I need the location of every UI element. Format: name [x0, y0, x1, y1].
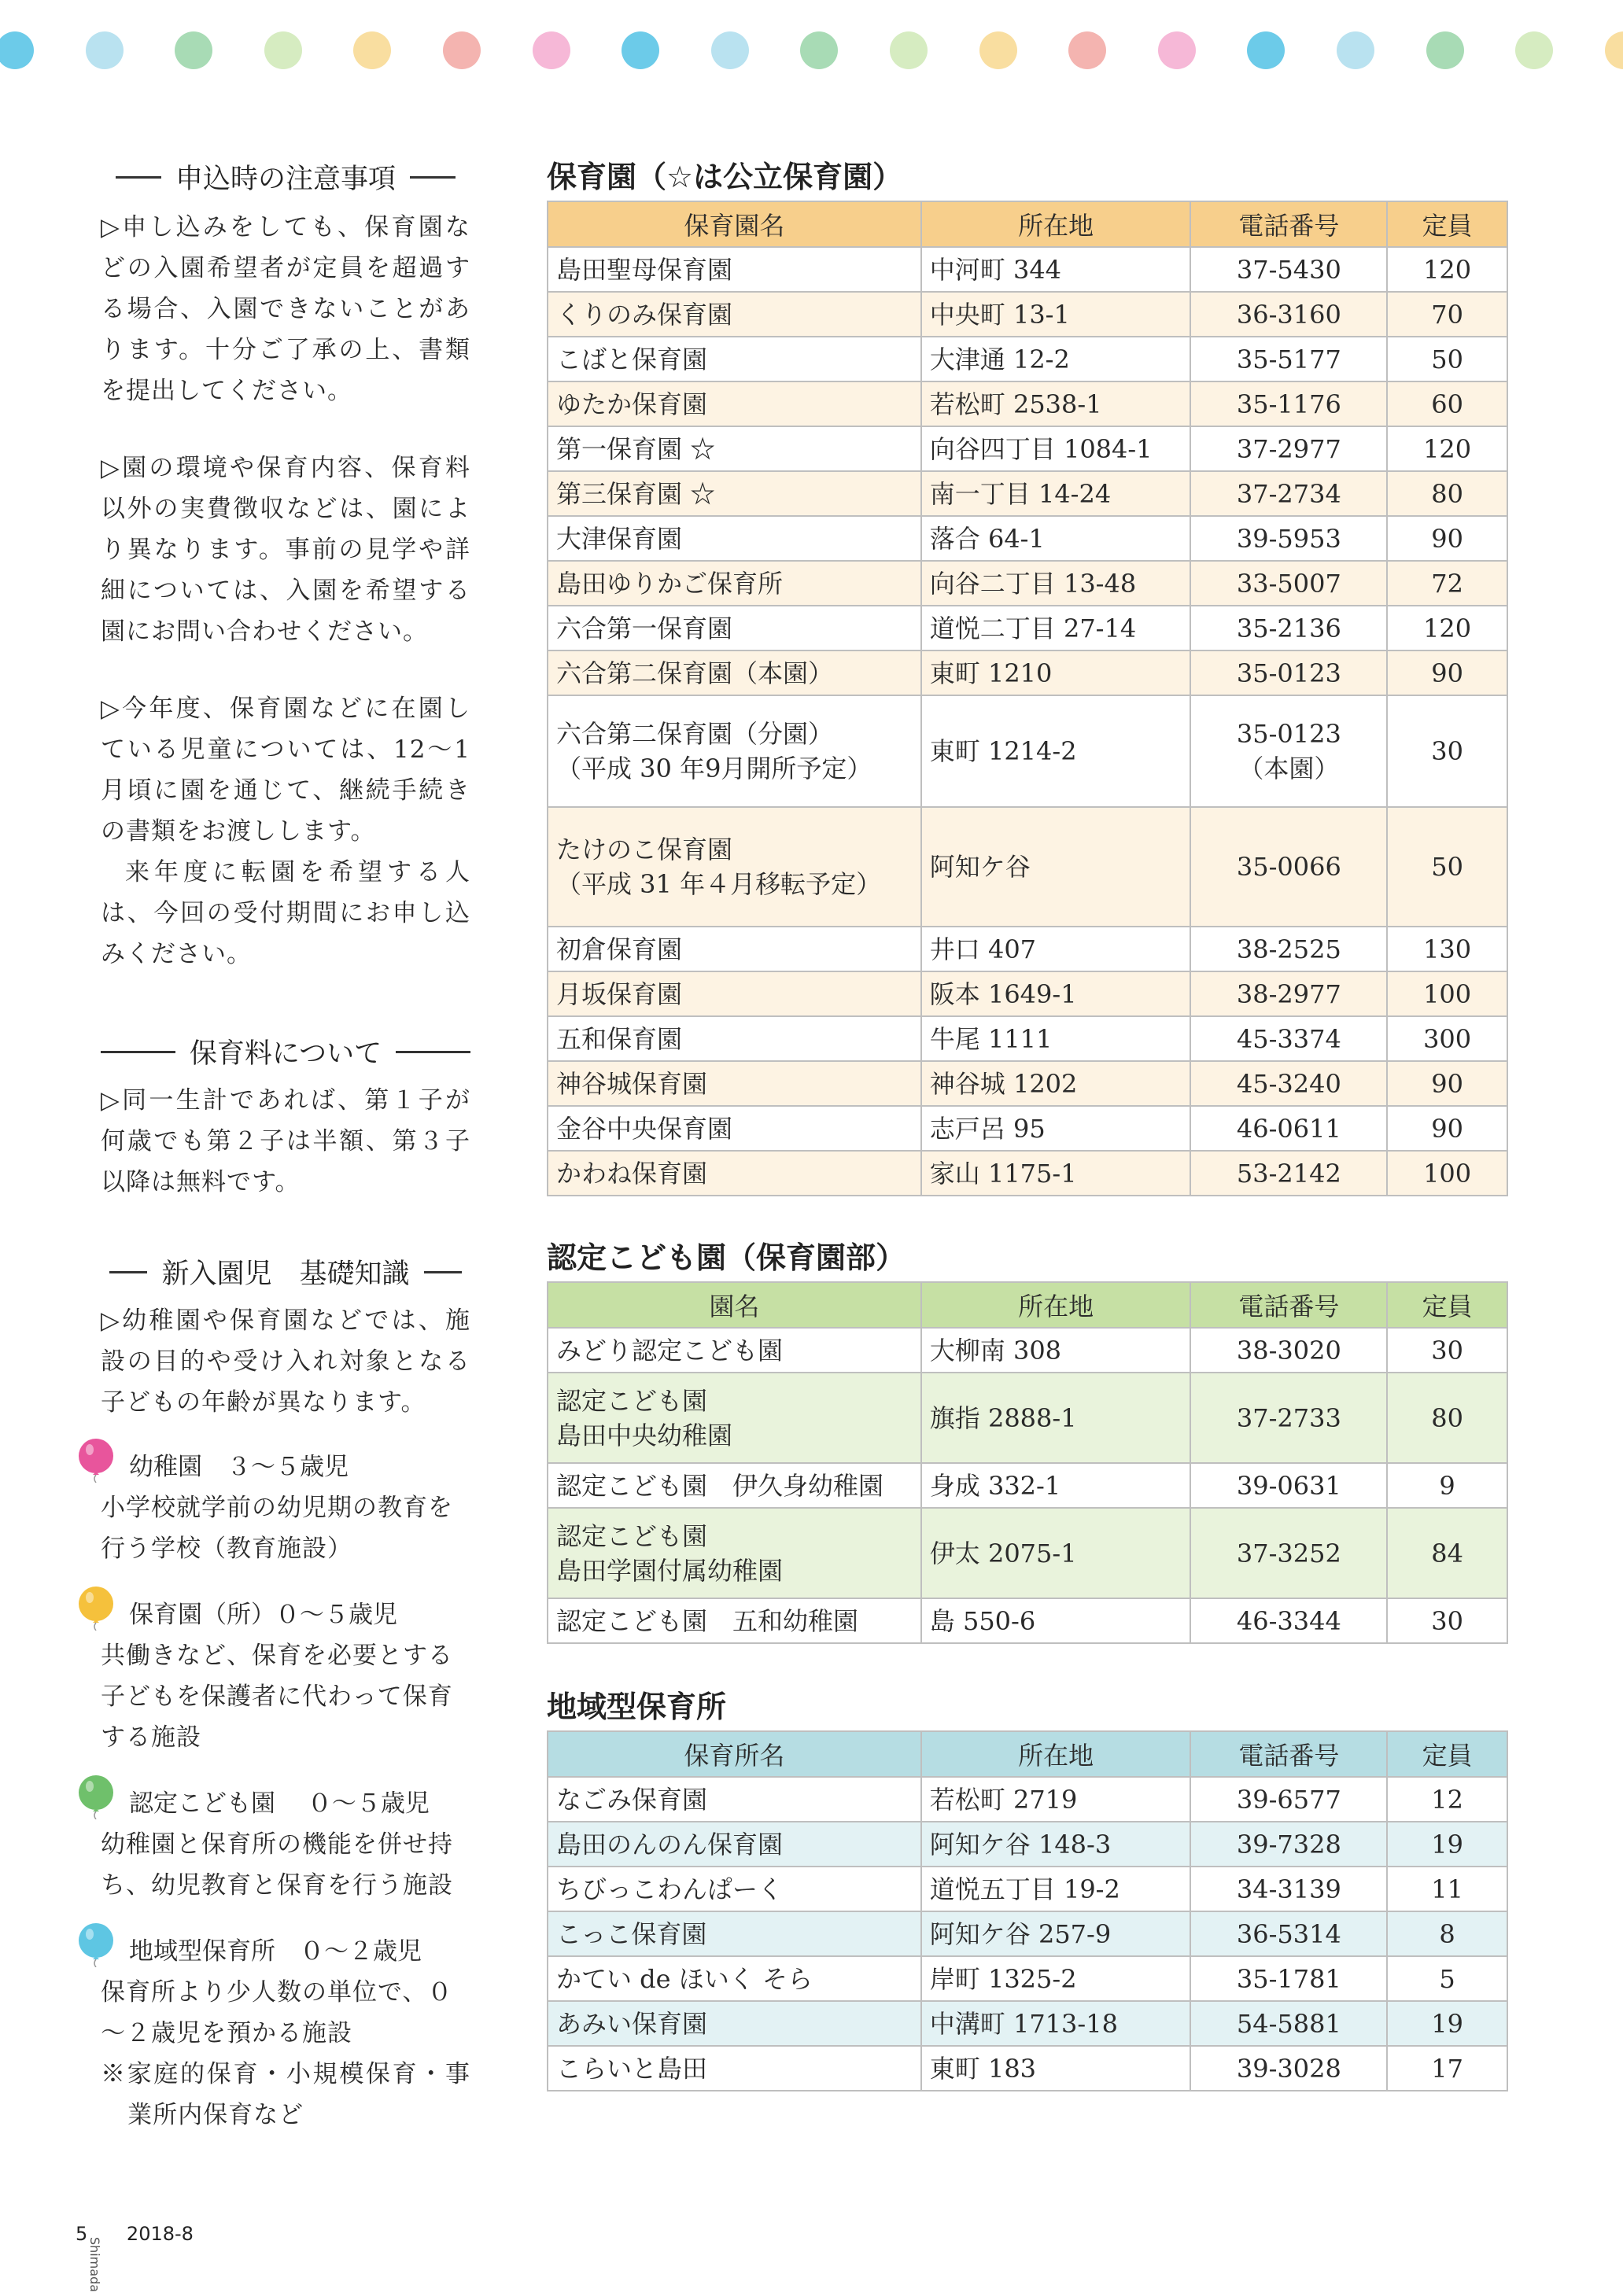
facility-kind-description: 小学校就学前の幼児期の教育を行う学校（教育施設） [101, 1494, 453, 1563]
community-table [547, 1730, 1508, 2091]
column-header: 定員 [1387, 201, 1507, 247]
phone-cell: 36-5314 [1190, 1911, 1387, 1956]
capacity-cell: 70 [1387, 292, 1507, 337]
facility-name-cell: くりのみ保育園 [548, 292, 921, 337]
table-row [548, 1911, 1507, 1956]
address-cell: 家山 1175-1 [921, 1151, 1191, 1196]
address-cell: 島 550-6 [921, 1598, 1191, 1643]
phone-cell: 35-5177 [1190, 337, 1387, 381]
decorative-dots [0, 31, 1623, 71]
column-header: 電話番号 [1190, 201, 1387, 247]
phone-cell: 45-3240 [1190, 1061, 1387, 1106]
address-cell: 牛尾 1111 [921, 1016, 1191, 1061]
phone-cell: 37-3252 [1190, 1508, 1387, 1598]
phone-cell: 37-2734 [1190, 471, 1387, 516]
capacity-cell: 8 [1387, 1911, 1507, 1956]
decorative-dot [0, 31, 34, 69]
phone-cell: 39-5953 [1190, 516, 1387, 561]
facility-name-cell: 第一保育園 ☆ [548, 426, 921, 471]
table-row [548, 1463, 1507, 1508]
address-cell: 阿知ケ谷 148-3 [921, 1822, 1191, 1867]
facility-name-cell: 月坂保育園 [548, 971, 921, 1016]
capacity-cell: 17 [1387, 2046, 1507, 2091]
decorative-dot [1337, 31, 1374, 69]
address-cell: 向谷四丁目 1084-1 [921, 426, 1191, 471]
left-column [101, 153, 470, 2136]
phone-cell: 39-3028 [1190, 2046, 1387, 2091]
facility-name-cell: こっこ保育園 [548, 1911, 921, 1956]
table-row [548, 2046, 1507, 2091]
facility-kind [101, 1594, 470, 1758]
table-row [548, 516, 1507, 561]
table-row [548, 561, 1507, 606]
capacity-cell: 72 [1387, 561, 1507, 606]
right-column [547, 153, 1510, 2091]
address-cell: 中河町 344 [921, 247, 1191, 292]
table-row [548, 471, 1507, 516]
table-row [548, 292, 1507, 337]
facility-name-cell: たけのこ保育園 （平成 31 年４月移転予定） [548, 807, 921, 927]
decorative-dot [1247, 31, 1285, 69]
phone-cell: 39-6577 [1190, 1777, 1387, 1822]
phone-cell: 53-2142 [1190, 1151, 1387, 1196]
table-row [548, 1508, 1507, 1598]
facility-name-cell: なごみ保育園 [548, 1777, 921, 1822]
table-header-row [548, 1282, 1507, 1328]
phone-cell: 37-2977 [1190, 426, 1387, 471]
address-cell: 若松町 2538-1 [921, 381, 1191, 426]
column-header: 保育園名 [548, 201, 921, 247]
address-cell: 東町 1214-2 [921, 695, 1191, 807]
notice-paragraph-1: ▷申し込みをしても、保育園などの入園希望者が定員を超過する場合、入園できないことがあります。十分ご了承の上、書類を提出してください。 [101, 213, 470, 405]
phone-cell: 38-2525 [1190, 927, 1387, 971]
decorative-dot [533, 31, 570, 69]
facility-name-cell: 金谷中央保育園 [548, 1106, 921, 1151]
phone-cell: 45-3374 [1190, 1016, 1387, 1061]
decorative-dot [800, 31, 838, 69]
decorative-dot [622, 31, 659, 69]
facility-name-cell: 第三保育園 ☆ [548, 471, 921, 516]
address-cell: 旗指 2888-1 [921, 1373, 1191, 1463]
facility-name-cell: 五和保育園 [548, 1016, 921, 1061]
facility-name-cell: こばと保育園 [548, 337, 921, 381]
capacity-cell: 11 [1387, 1867, 1507, 1911]
table-row [548, 1016, 1507, 1061]
decorative-dot [175, 31, 212, 69]
facility-name-cell: 島田のんのん保育園 [548, 1822, 921, 1867]
capacity-cell: 80 [1387, 1373, 1507, 1463]
capacity-cell: 12 [1387, 1777, 1507, 1822]
address-cell: 大柳南 308 [921, 1328, 1191, 1373]
address-cell: 阿知ケ谷 [921, 807, 1191, 927]
decorative-dot [711, 31, 749, 69]
table-row [548, 337, 1507, 381]
address-cell: 阿知ケ谷 257-9 [921, 1911, 1191, 1956]
table-row [548, 606, 1507, 650]
address-cell: 道悦二丁目 27-14 [921, 606, 1191, 650]
facility-name-cell: 島田聖母保育園 [548, 247, 921, 292]
facility-kind-description: 幼稚園と保育所の機能を併せ持ち、幼児教育と保育を行う施設 [101, 1830, 453, 1900]
table-row [548, 695, 1507, 807]
address-cell: 若松町 2719 [921, 1777, 1191, 1822]
phone-cell: 35-1176 [1190, 381, 1387, 426]
facility-name-cell: 初倉保育園 [548, 927, 921, 971]
column-header: 定員 [1387, 1731, 1507, 1777]
capacity-cell: 90 [1387, 1106, 1507, 1151]
notice-paragraph-3: ▷今年度、保育園などに在園している児童については、12～1月頃に園を通じて、継続手続きの書類をお渡しします。 [101, 695, 470, 846]
phone-cell: 35-2136 [1190, 606, 1387, 650]
capacity-cell: 100 [1387, 971, 1507, 1016]
fee-heading [101, 1028, 470, 1075]
community-table-title: 地域型保育所 [547, 1690, 727, 1724]
heading-rule [396, 1051, 470, 1053]
phone-cell: 46-0611 [1190, 1106, 1387, 1151]
table-row [548, 927, 1507, 971]
decorative-dot [1515, 31, 1553, 69]
capacity-cell: 120 [1387, 247, 1507, 292]
facility-name-cell: ゆたか保育園 [548, 381, 921, 426]
facility-kind [101, 1931, 470, 2054]
facility-name-cell: 六合第一保育園 [548, 606, 921, 650]
table-header-row [548, 201, 1507, 247]
capacity-cell: 130 [1387, 927, 1507, 971]
facility-name-cell: こらいと島田 [548, 2046, 921, 2091]
address-cell: 東町 183 [921, 2046, 1191, 2091]
address-cell: 道悦五丁目 19-2 [921, 1867, 1191, 1911]
heading-rule [109, 1271, 147, 1273]
column-header: 所在地 [921, 201, 1191, 247]
facility-name-cell: 大津保育園 [548, 516, 921, 561]
phone-cell: 54-5881 [1190, 2001, 1387, 2046]
phone-cell: 39-7328 [1190, 1822, 1387, 1867]
capacity-cell: 5 [1387, 1956, 1507, 2001]
column-header: 園名 [548, 1282, 921, 1328]
heading-rule [410, 176, 456, 179]
column-header: 保育所名 [548, 1731, 921, 1777]
phone-cell: 34-3139 [1190, 1867, 1387, 1911]
facility-name-cell: かてい de ほいく そら [548, 1956, 921, 2001]
facility-name-cell: みどり認定こども園 [548, 1328, 921, 1373]
decorative-dot [264, 31, 302, 69]
capacity-cell: 90 [1387, 1061, 1507, 1106]
basics-paragraph: ▷幼稚園や保育園などでは、施設の目的や受け入れ対象となる子どもの年齢が異なります。 [101, 1306, 470, 1417]
column-header: 定員 [1387, 1282, 1507, 1328]
table-row [548, 1777, 1507, 1822]
heading-rule [101, 1051, 175, 1053]
table-row [548, 1373, 1507, 1463]
table-row [548, 1328, 1507, 1373]
address-cell: 志戸呂 95 [921, 1106, 1191, 1151]
decorative-dot [1158, 31, 1196, 69]
address-cell: 向谷二丁目 13-48 [921, 561, 1191, 606]
phone-cell: 35-0066 [1190, 807, 1387, 927]
facility-name-cell: あみい保育園 [548, 2001, 921, 2046]
facility-kind-title: 認定こども園 ０～５歳児 [129, 1789, 430, 1818]
issue-date: 2018-8 [126, 2223, 194, 2245]
capacity-cell: 80 [1387, 471, 1507, 516]
facility-name-cell: 認定こども園 伊久身幼稚園 [548, 1463, 921, 1508]
notice-heading-text: 申込時の注意事項 [175, 164, 396, 195]
column-header: 電話番号 [1190, 1731, 1387, 1777]
capacity-cell: 19 [1387, 2001, 1507, 2046]
notice-heading [101, 153, 470, 201]
address-cell: 南一丁目 14-24 [921, 471, 1191, 516]
capacity-cell: 300 [1387, 1016, 1507, 1061]
decorative-dot [86, 31, 124, 69]
facility-kind [101, 1783, 470, 1906]
table-row [548, 650, 1507, 695]
capacity-cell: 84 [1387, 1508, 1507, 1598]
table-row [548, 1151, 1507, 1196]
phone-cell: 35-0123 （本園） [1190, 695, 1387, 807]
page-footer [76, 2223, 194, 2293]
nursery-table-title: 保育園（☆は公立保育園） [547, 160, 903, 194]
column-header: 電話番号 [1190, 1282, 1387, 1328]
phone-cell: 38-2977 [1190, 971, 1387, 1016]
phone-cell: 35-0123 [1190, 650, 1387, 695]
fee-paragraph: ▷同一生計であれば、第１子が何歳でも第２子は半額、第３子以降は無料です。 [101, 1086, 470, 1196]
capacity-cell: 30 [1387, 1328, 1507, 1373]
capacity-cell: 30 [1387, 1598, 1507, 1643]
notice-paragraph-4: 来年度に転園を希望する人は、今回の受付期間にお申し込みください。 [101, 858, 470, 968]
capacity-cell: 90 [1387, 516, 1507, 561]
table-row [548, 426, 1507, 471]
address-cell: 岸町 1325-2 [921, 1956, 1191, 2001]
table-row [548, 1867, 1507, 1911]
facility-name-cell: 島田ゆりかご保育所 [548, 561, 921, 606]
heading-rule [424, 1271, 462, 1273]
kodomoen-table [547, 1281, 1508, 1644]
page-number: 5 [76, 2223, 88, 2245]
facility-kind-description: 共働きなど、保育を必要とする子どもを保護者に代わって保育する施設 [101, 1642, 453, 1752]
table-row [548, 1822, 1507, 1867]
facility-name-cell: 認定こども園 島田中央幼稚園 [548, 1373, 921, 1463]
facility-kind-title: 幼稚園 ３～５歳児 [129, 1453, 349, 1481]
fee-heading-text: 保育料について [189, 1038, 382, 1070]
address-cell: 井口 407 [921, 927, 1191, 971]
facility-kind [101, 1447, 470, 1569]
facility-kind-title: 保育園（所）０～５歳児 [129, 1601, 397, 1629]
table-row [548, 807, 1507, 927]
facility-kinds [101, 1447, 470, 2054]
table-row [548, 2001, 1507, 2046]
column-header: 所在地 [921, 1282, 1191, 1328]
table-row [548, 971, 1507, 1016]
basics-heading [101, 1248, 470, 1295]
table-row [548, 1598, 1507, 1643]
address-cell: 神谷城 1202 [921, 1061, 1191, 1106]
address-cell: 東町 1210 [921, 650, 1191, 695]
decorative-dot [979, 31, 1017, 69]
decorative-dot [443, 31, 481, 69]
table-row [548, 247, 1507, 292]
facility-kind-description: 保育所より少人数の単位で、０～２歳児を預かる施設 [101, 1978, 453, 2047]
capacity-cell: 19 [1387, 1822, 1507, 1867]
kodomoen-table-title: 認定こども園（保育園部） [547, 1240, 906, 1275]
facility-name-cell: 神谷城保育園 [548, 1061, 921, 1106]
phone-cell: 37-5430 [1190, 247, 1387, 292]
phone-cell: 39-0631 [1190, 1463, 1387, 1508]
address-cell: 阪本 1649-1 [921, 971, 1191, 1016]
address-cell: 落合 64-1 [921, 516, 1191, 561]
capacity-cell: 120 [1387, 426, 1507, 471]
basics-note: ※家庭的保育・小規模保育・事業所内保育など [101, 2060, 470, 2129]
decorative-dot [1068, 31, 1106, 69]
capacity-cell: 9 [1387, 1463, 1507, 1508]
table-row [548, 381, 1507, 426]
column-header: 所在地 [921, 1731, 1191, 1777]
basics-heading-text: 新入園児 基礎知識 [161, 1259, 410, 1290]
capacity-cell: 90 [1387, 650, 1507, 695]
address-cell: 中溝町 1713-18 [921, 2001, 1191, 2046]
heading-rule [116, 176, 161, 179]
table-row [548, 1061, 1507, 1106]
decorative-dot [890, 31, 928, 69]
capacity-cell: 100 [1387, 1151, 1507, 1196]
notice-paragraph-2: ▷園の環境や保育内容、保育料以外の実費徴収などは、園により異なります。事前の見学や詳細については、入園を希望する園にお問い合わせください。 [101, 454, 470, 646]
capacity-cell: 30 [1387, 695, 1507, 807]
brand-mark: Shimada [87, 2237, 102, 2293]
capacity-cell: 120 [1387, 606, 1507, 650]
facility-name-cell: 認定こども園 五和幼稚園 [548, 1598, 921, 1643]
phone-cell: 35-1781 [1190, 1956, 1387, 2001]
facility-name-cell: かわね保育園 [548, 1151, 921, 1196]
address-cell: 伊太 2075-1 [921, 1508, 1191, 1598]
facility-name-cell: ちびっこわんぱーく [548, 1867, 921, 1911]
table-row [548, 1956, 1507, 2001]
table-row [548, 1106, 1507, 1151]
address-cell: 中央町 13-1 [921, 292, 1191, 337]
facility-name-cell: 認定こども園 島田学園付属幼稚園 [548, 1508, 921, 1598]
capacity-cell: 50 [1387, 337, 1507, 381]
capacity-cell: 60 [1387, 381, 1507, 426]
decorative-dot [353, 31, 391, 69]
address-cell: 身成 332-1 [921, 1463, 1191, 1508]
address-cell: 大津通 12-2 [921, 337, 1191, 381]
phone-cell: 33-5007 [1190, 561, 1387, 606]
phone-cell: 46-3344 [1190, 1598, 1387, 1643]
decorative-dot [1605, 31, 1623, 69]
phone-cell: 37-2733 [1190, 1373, 1387, 1463]
nursery-table [547, 201, 1508, 1196]
phone-cell: 36-3160 [1190, 292, 1387, 337]
decorative-dot [1426, 31, 1464, 69]
phone-cell: 38-3020 [1190, 1328, 1387, 1373]
facility-name-cell: 六合第二保育園（本園） [548, 650, 921, 695]
capacity-cell: 50 [1387, 807, 1507, 927]
table-header-row [548, 1731, 1507, 1777]
facility-name-cell: 六合第二保育園（分園） （平成 30 年9月開所予定） [548, 695, 921, 807]
facility-kind-title: 地域型保育所 ０～２歳児 [129, 1937, 422, 1966]
